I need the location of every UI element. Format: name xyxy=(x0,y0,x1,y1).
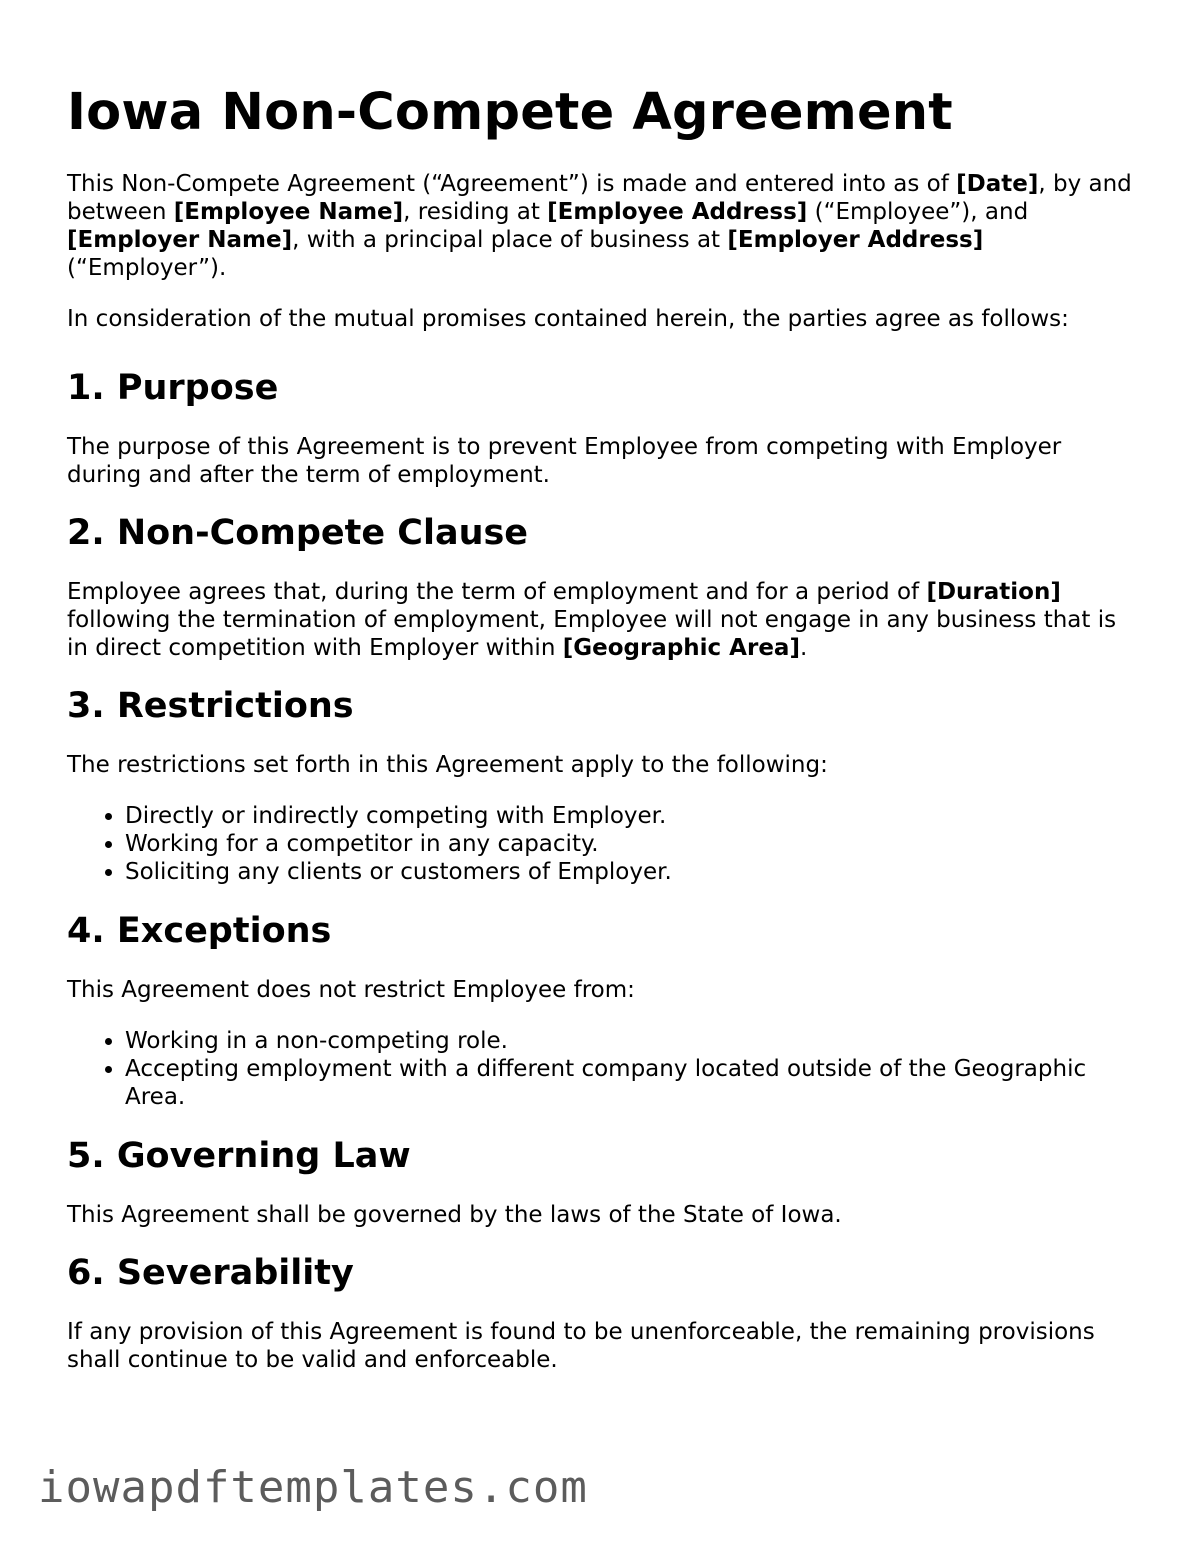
governing-law-paragraph: This Agreement shall be governed by the laws of the State of Iowa. xyxy=(67,1202,842,1228)
intro-text-1: This Non-Compete Agreement (“Agreement”) is made and entered into as of xyxy=(67,171,957,197)
employer-name-placeholder: [Employer Name] xyxy=(67,227,293,253)
section-heading-noncompete: 2. Non-Compete Clause xyxy=(67,513,529,553)
severability-paragraph: If any provision of this Agreement is found to be unenforceable, the remaining provisions shall continue to be valid and enforceable. xyxy=(67,1319,1095,1373)
document-title: Iowa Non-Compete Agreement xyxy=(67,83,953,142)
duration-placeholder: [Duration] xyxy=(926,579,1061,605)
list-item: • Working for a competitor in any capacity. xyxy=(125,830,1137,858)
list-item: • Soliciting any clients or customers of Employer. xyxy=(125,858,1137,886)
intro-text-2: , by and between xyxy=(67,171,1132,225)
date-placeholder: [Date] xyxy=(956,171,1039,197)
intro-paragraph xyxy=(67,170,1137,282)
watermark: iowapdftemplates.com xyxy=(38,1462,588,1513)
intro-text-5: , with a principal place of business at xyxy=(292,227,728,253)
noncompete-paragraph xyxy=(67,578,1137,662)
employee-name-placeholder: [Employee Name] xyxy=(173,199,404,225)
purpose-paragraph: The purpose of this Agreement is to prevent Employee from competing with Employer during and after the term of employment. xyxy=(67,434,1062,488)
list-item: • Working in a non-competing role. xyxy=(125,1027,1137,1055)
employee-address-placeholder: [Employee Address] xyxy=(547,199,808,225)
geographic-area-placeholder: [Geographic Area] xyxy=(562,635,800,661)
noncompete-text-1: Employee agrees that, during the term of employment and for a period of xyxy=(67,579,927,605)
exceptions-intro: This Agreement does not restrict Employee from: xyxy=(67,977,635,1003)
restrictions-list xyxy=(67,802,1137,886)
section-heading-restrictions: 3. Restrictions xyxy=(67,686,354,726)
consideration-paragraph: In consideration of the mutual promises contained herein, the parties agree as follows: xyxy=(67,306,1069,332)
noncompete-text-2: following the termination of employment, Employee will not engage in any business that is in direct competition with Employer within xyxy=(67,607,1117,661)
intro-text-3: , residing at xyxy=(403,199,548,225)
list-item: • Directly or indirectly competing with Employer. xyxy=(125,802,1137,830)
section-heading-governing-law: 5. Governing Law xyxy=(67,1136,411,1176)
section-heading-purpose: 1. Purpose xyxy=(67,368,279,408)
noncompete-text-3: . xyxy=(799,635,808,661)
exceptions-list xyxy=(67,1027,1137,1111)
restrictions-intro: The restrictions set forth in this Agreement apply to the following: xyxy=(67,752,828,778)
intro-text-4: (“Employee”), and xyxy=(807,199,1029,225)
section-heading-exceptions: 4. Exceptions xyxy=(67,911,332,951)
list-item: • Accepting employment with a different company located outside of the Geographic Area. xyxy=(125,1055,1137,1111)
section-heading-severability: 6. Severability xyxy=(67,1253,354,1293)
document-page xyxy=(67,82,1137,1397)
employer-address-placeholder: [Employer Address] xyxy=(727,227,984,253)
intro-text-6: (“Employer”). xyxy=(67,255,227,281)
